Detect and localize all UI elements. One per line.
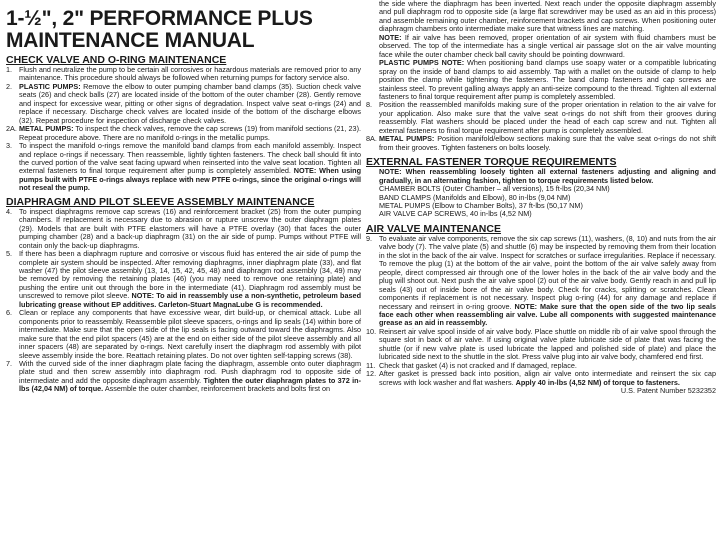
title-line-2: MAINTENANCE MANUAL [6,29,255,52]
torque-line: AIR VALVE CAP SCREWS, 40 in-lbs (4,52 NM) [379,209,532,219]
air-valve-orientation-note: NOTE: If air valve has been removed, proper orientation of air system with fluid chambers must be observed. The top of the intermediate has a single vertical air passage slot on the air valve mounting face while the outer chamber check ball cavity should be pointing downward. [379,32,716,59]
air-valve-heading: AIR VALVE MAINTENANCE [366,222,501,235]
torque-heading: EXTERNAL FASTENER TORQUE REQUIREMENTS [366,156,617,169]
plastic-pumps-note: PLASTIC PUMPS NOTE: When positioning band clamps use soapy water or a compatible lubricating spray on the inside of band clamps to aid assembly. Tap with a mallet on the outside of clamp to help position the clamp while tightening the fasteners. The band clamp fasteners and cap screws are stainless steel. To prevent galling always apply an anti-seize compound to the thread. Tighten all external fasteners to final torque requirement after pump is completely assembled. [379,58,716,101]
item-8: 8. Position the reassembled manifolds making sure of the proper orientation in relation to the air valve for your application. Also make sure that the valve seat o-rings do not shift from their grooves during reassembly. Flat washers should be placed under the head of each cap screw and nut. Tighten all external fasteners to final torque requirement after pump is completely assembled. [366,100,716,135]
air-valve-item-12: 12. After gasket is pressed back into position, align air valve onto intermediate and reinsert the six cap screws with lock washer and flat washers. Apply 40 in-lbs (4,52 NM) of torque to fasteners. U.S. Patent Number 5232352 [366,369,716,396]
lip-seal-note: NOTE: Make sure that the open side of the two lip seals face each other when reassembling air valve. Lube all components with suggested maintenance grease as an aid in reassembly. [379,301,717,328]
air-valve-item-9: 9. To evaluate air valve components, remove the six cap screws (11), washers, (8, 10) and nuts from the air valve body (7). The valve plate (5) and shuttle (6) may be inspected by removing them from their location in the slot in the back of the air valve. Inspect for scratches or surface irregularities. Replace if necessary. To remove the plug (1) at the bottom of the air valve, point the bottom of the air valve safely away from people, direct compressed air through one of the lower holes in the back of the air valve body and the plug will shoot out. Next push the air valve spool (2) out of the air valve body. Gently reach in and pull lip seals (43) out of inside bore of the air valve body. Check for cracks, splitting or scratches. Clean components if replacement is not necessary. Inspect plug o-ring (44) for any damage and replace if necessary and reinsert in o-ring groove. NOTE: Make sure that the open side of the two lip seals face each other when reassembling air valve. Lube all components with suggested maintenance grease as an aid in reassembly. [366,233,717,328]
ptfe-note: NOTE: When using pumps built with PTFE o-rings always replace with new PTFE o-rings, since the original o-rings will not reseal the pump. [19,166,361,193]
diaphragm-item-5: 5. If there has been a diaphragm rupture and corrosive or viscous fluid has entered the air side of pump the complete air system should be inspected. After removing diaphragms, inner diaphragm plate (33), and flat washer (47) the pilot sleeve assembly (13, 14, 15, 42, 45, 48) and diaphragm rod assembly (34, 49) may be removed by removing the retaining plates (46) (you may need to remove one retaining plate) and pushing the entire unit out through the bore in the intermediate (41). Diaphragm rod assembly must be unscrewed to remove pilot sleeve. NOTE: To aid in reassembly use a non-synthetic, petroleum based lubricating grease without EP additives. Carleton-Stuart MagnaLube G is recommended. [6,249,362,309]
check-valve-item-2: 2. PLASTIC PUMPS: Remove the elbow to outer pumping chamber band clamps (35). Suction check valve seats (26) and check balls (27) are located inside of the bottom of the outer chamber (28). Gently remove and inspect for excessive wear, pitting or other signs of degradation. Inspect valve seat o-rings (24) and replace if necessary. Discharge check valves are located inside of the bottom of the discharge elbows (32). Repeat procedure for inspection of discharge check valves. [6,81,361,125]
torque-line: METAL PUMPS (Elbow to Chamber Bolts), 37 ft-lbs (50,17 NM) [379,200,583,210]
torque-line: CHAMBER BOLTS (Outer Chamber – all versions), 15 ft-lbs (20,34 NM) [379,184,610,194]
patent-number: U.S. Patent Number 5232352 [620,386,716,396]
check-valve-item-3: 3. To inspect the manifold o-rings remove the manifold band clamps from each manifold assembly. Inspect and replace o-rings if necessary. Then reassemble, lightly tighten fasteners. The check ball should fit into the curved portion of the valve seat facing upward when reinserted into the valve seat location. Tighten all external fasteners to final torque requirement after pump is completely assembled. NOTE: When using pumps built with PTFE o-rings always replace with new PTFE o-rings, since the original o-rings will not reseal the pump. [6,141,361,193]
torque-line: BAND CLAMPS (Manifolds and Elbow), 80 in-lbs (9,04 NM) [379,192,571,202]
diaphragm-item-4: 4. To inspect diaphragms remove cap screws (16) and reinforcement bracket (25) from the outer pumping chambers. If replacement is necessary due to abrasion or rupture unscrew the outer diaphragm plates (29). Models that are built with PTFE elastomers will have a PTFE overlay (30) that faces the outer pumping chamber (28) and a back-up diaphragm (31) on the air side of pump. Pumps without PTFE will contain only the back-up diaphragms. [6,206,361,250]
torque-list [366,185,716,219]
check-valve-item-1: 1. Flush and neutralize the pump to be certain all corrosives or hazardous materials are removed prior to any maintenance. This procedure should always be followed when returning pumps for factory service also. [6,65,361,83]
right-column [366,0,716,395]
left-column [6,0,361,394]
diaphragm-heading: DIAPHRAGM AND PILOT SLEEVE ASSEMBLY MAINTENANCE [6,195,315,208]
item-7-continuation: the side where the diaphragm has been inverted. Next reach under the opposite diaphragm assembly and pull diaphragm rod to opposite side (a large flat screwdriver may be used as an aid in this process) and assemble remaining outer chamber, reinforcement brackets and cap screws. When positioning outer diaphragm chambers onto intermediate make sure that witness lines are matching. [379,0,716,34]
page-title [6,8,361,52]
check-valve-item-2a: 2A. METAL PUMPS: To inspect the check valves, remove the cap screws (19) from manifold sections (21, 23). Repeat procedure above. There are no manifold o-rings in the metallic pumps. [6,124,361,142]
torque-note: NOTE: When reassembling loosely tighten all external fasteners adjusting and aligning and gradually, in an alternating fashion, tighten to torque requirements listed below. [379,167,716,185]
air-valve-item-10: 10. Reinsert air valve spool inside of air valve body. Place shuttle on middle rib of air valve spool through the square slot in back of air valve. If using original valve plate lubricate side of plate that was facing the shuttle (or if new valve plate is used lubricate the lapped and polished side of plate) and place the lubricated side next to the shuttle in the slot. Press valve plug into air valve body, chamfered end first. [366,326,716,362]
diaphragm-item-6: 6. Clean or replace any components that have excessive wear, dirt build-up, or chemical attack. Lube all components prior to reassembly. Reassemble pilot sleeve spacers, o-rings and lip seals (14) within bore of intermediate. Make sure that the open side of the lip seals is facing outward toward the diaphragms. Also make sure that the end pilot spacers (45) are at the end on either side of the pilot sleeve assembly and all inner spacers (48) are separated by o-rings. Next carefully insert the diaphragm rod assembly with pilot sleeve assembly inside the bore. Reattach retaining plates. Do not over tighten self-tapping screws (38). [6,308,361,360]
diaphragm-item-7: 7. With the curved side of the inner diaphragm plate facing the diaphragm, assemble onto outer diaphragm plate stud and then screw assembly into diaphragm rod. Push diaphragm rod to opposite side of intermediate and add the opposite diaphragm assembly. Tighten the outer diaphragm plates to 372 in-lbs (42,04 NM) of torque. Assemble the outer chamber, reinforcement brackets and bolts first on [6,358,361,394]
air-valve-item-11: 11. Check that gasket (4) is not cracked and If damaged, replace. [366,360,577,370]
grease-note: NOTE: To aid in reassembly use a non-synthetic, petroleum based lubricating grease without EP additives. Carleton-Stuart MagnaLube G is recommended. [19,291,362,309]
check-valve-heading: CHECK VALVE AND O-RING MAINTENANCE [6,54,227,66]
title-line-1: 1-½", 2" PERFORMANCE PLUS [6,7,313,30]
item-8a: 8A. METAL PUMPS: Position manifold/elbow sections making sure that the valve seat o-rings do not shift from their grooves. Tighten fasteners on bolts loosely. [366,134,716,152]
